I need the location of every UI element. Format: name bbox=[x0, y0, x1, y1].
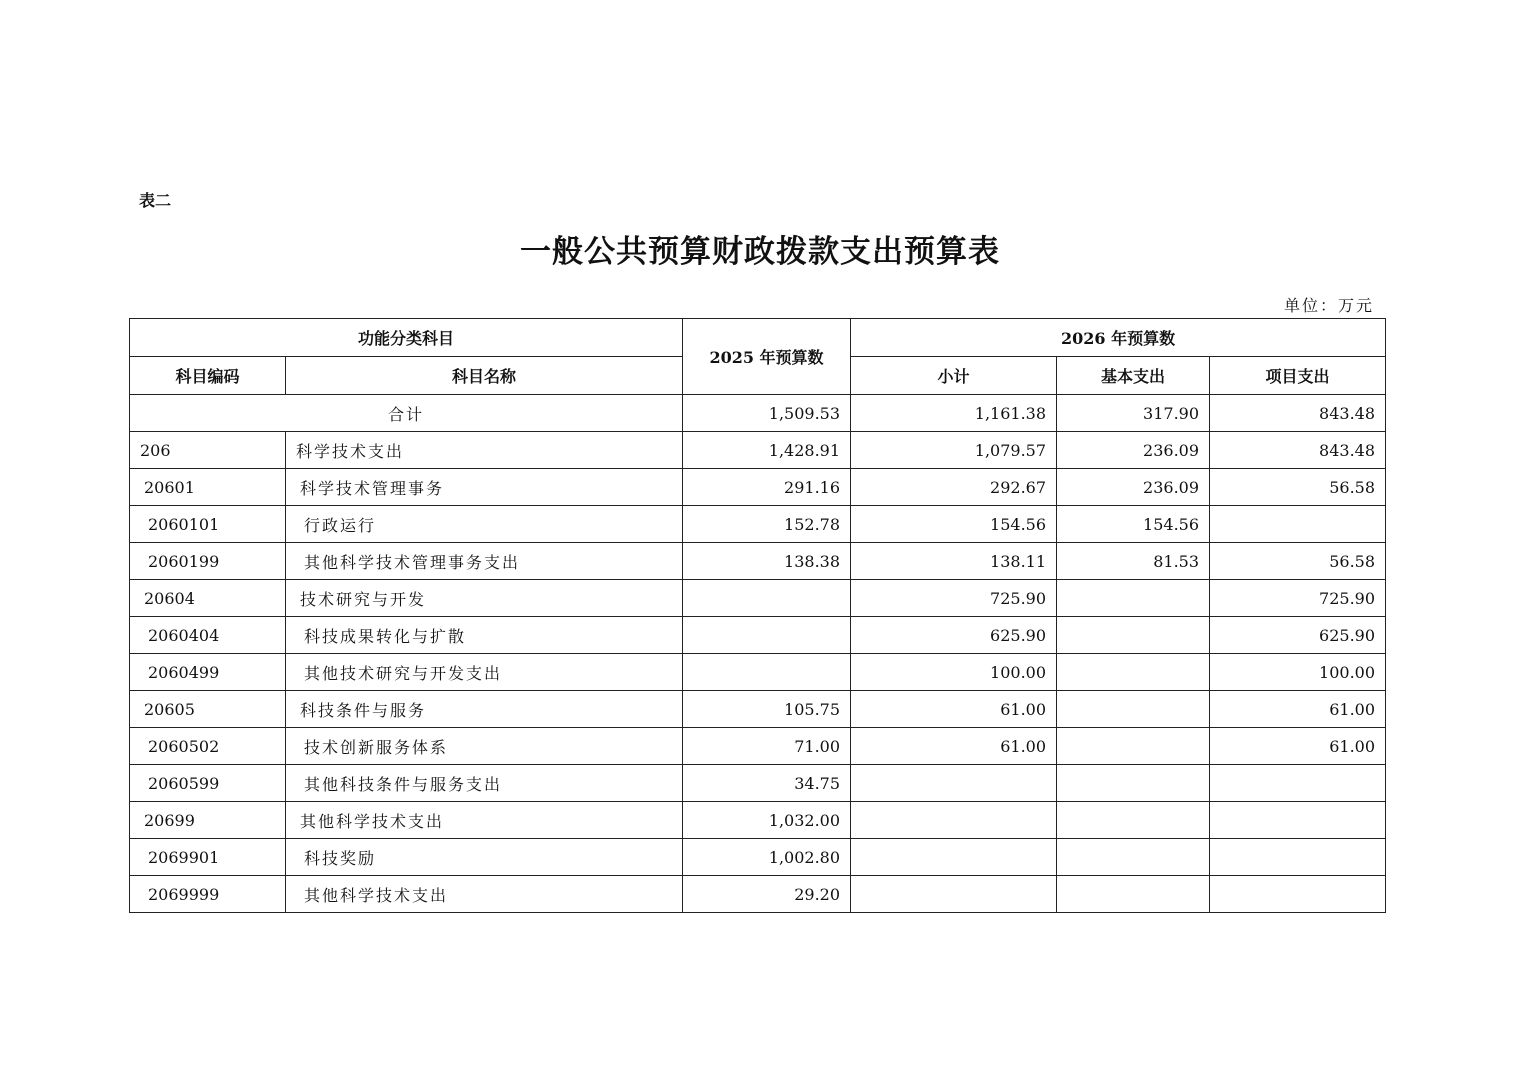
subtotal-2026-cell bbox=[851, 839, 1057, 876]
table-row bbox=[130, 432, 1386, 469]
total-subtotal: 1,161.38 bbox=[851, 395, 1057, 432]
basic-expenditure-cell: 154.56 bbox=[1057, 506, 1210, 543]
subtotal-2026-cell: 292.67 bbox=[851, 469, 1057, 506]
subject-name-cell: 其他科学技术支出 bbox=[286, 876, 683, 913]
subject-name-cell: 其他科学技术管理事务支出 bbox=[286, 543, 683, 580]
basic-expenditure-cell bbox=[1057, 876, 1210, 913]
project-expenditure-cell bbox=[1210, 765, 1386, 802]
total-row bbox=[130, 395, 1386, 432]
header-subject-code: 科目编码 bbox=[130, 357, 286, 395]
project-expenditure-cell: 56.58 bbox=[1210, 543, 1386, 580]
project-expenditure-cell: 100.00 bbox=[1210, 654, 1386, 691]
subtotal-2026-cell: 61.00 bbox=[851, 691, 1057, 728]
table-row bbox=[130, 802, 1386, 839]
subject-name-cell: 其他科技条件与服务支出 bbox=[286, 765, 683, 802]
total-basic: 317.90 bbox=[1057, 395, 1210, 432]
table-row bbox=[130, 654, 1386, 691]
basic-expenditure-cell bbox=[1057, 580, 1210, 617]
table-number: 表二 bbox=[139, 191, 172, 210]
table-row bbox=[130, 691, 1386, 728]
budget-2025-cell: 1,002.80 bbox=[683, 839, 851, 876]
subtotal-2026-cell: 154.56 bbox=[851, 506, 1057, 543]
total-project: 843.48 bbox=[1210, 395, 1386, 432]
header-basic-expenditure: 基本支出 bbox=[1057, 357, 1210, 395]
budget-2025-cell: 1,428.91 bbox=[683, 432, 851, 469]
unit-label: 单位：万元 bbox=[1283, 296, 1374, 315]
budget-2025-cell bbox=[683, 654, 851, 691]
subject-name-cell: 技术创新服务体系 bbox=[286, 728, 683, 765]
header-2025-budget: 2025 年预算数 bbox=[683, 319, 851, 395]
project-expenditure-cell bbox=[1210, 506, 1386, 543]
subject-code-cell: 20699 bbox=[130, 802, 286, 839]
table-row bbox=[130, 469, 1386, 506]
subject-code-cell: 20605 bbox=[130, 691, 286, 728]
project-expenditure-cell bbox=[1210, 802, 1386, 839]
subtotal-2026-cell: 1,079.57 bbox=[851, 432, 1057, 469]
page-title: 一般公共预算财政拨款支出预算表 bbox=[520, 234, 1000, 270]
subject-name-cell: 科技条件与服务 bbox=[286, 691, 683, 728]
subject-name-cell: 科技成果转化与扩散 bbox=[286, 617, 683, 654]
header-functional-category: 功能分类科目 bbox=[130, 319, 683, 357]
subject-name-cell: 其他科学技术支出 bbox=[286, 802, 683, 839]
budget-2025-cell: 105.75 bbox=[683, 691, 851, 728]
basic-expenditure-cell bbox=[1057, 654, 1210, 691]
subtotal-2026-cell: 725.90 bbox=[851, 580, 1057, 617]
table-header bbox=[130, 319, 1386, 395]
table-body bbox=[130, 395, 1386, 913]
subtotal-2026-cell bbox=[851, 802, 1057, 839]
budget-2025-cell bbox=[683, 617, 851, 654]
basic-expenditure-cell: 81.53 bbox=[1057, 543, 1210, 580]
subject-name-cell: 其他技术研究与开发支出 bbox=[286, 654, 683, 691]
subject-name-cell: 技术研究与开发 bbox=[286, 580, 683, 617]
project-expenditure-cell: 625.90 bbox=[1210, 617, 1386, 654]
project-expenditure-cell: 56.58 bbox=[1210, 469, 1386, 506]
project-expenditure-cell: 61.00 bbox=[1210, 691, 1386, 728]
table-row bbox=[130, 580, 1386, 617]
project-expenditure-cell: 61.00 bbox=[1210, 728, 1386, 765]
basic-expenditure-cell bbox=[1057, 839, 1210, 876]
subject-name-cell: 科学技术管理事务 bbox=[286, 469, 683, 506]
budget-2025-cell: 152.78 bbox=[683, 506, 851, 543]
basic-expenditure-cell bbox=[1057, 617, 1210, 654]
subtotal-2026-cell bbox=[851, 765, 1057, 802]
basic-expenditure-cell bbox=[1057, 691, 1210, 728]
basic-expenditure-cell bbox=[1057, 802, 1210, 839]
subtotal-2026-cell: 100.00 bbox=[851, 654, 1057, 691]
subject-code-cell: 2060499 bbox=[130, 654, 286, 691]
project-expenditure-cell bbox=[1210, 876, 1386, 913]
subject-code-cell: 2060502 bbox=[130, 728, 286, 765]
project-expenditure-cell: 843.48 bbox=[1210, 432, 1386, 469]
budget-2025-cell: 29.20 bbox=[683, 876, 851, 913]
budget-2025-cell: 1,032.00 bbox=[683, 802, 851, 839]
table-row bbox=[130, 617, 1386, 654]
subject-code-cell: 20601 bbox=[130, 469, 286, 506]
total-label: 合计 bbox=[130, 395, 683, 432]
table-row bbox=[130, 876, 1386, 913]
subject-name-cell: 行政运行 bbox=[286, 506, 683, 543]
subject-code-cell: 2069901 bbox=[130, 839, 286, 876]
subject-code-cell: 2069999 bbox=[130, 876, 286, 913]
subtotal-2026-cell: 138.11 bbox=[851, 543, 1057, 580]
project-expenditure-cell: 725.90 bbox=[1210, 580, 1386, 617]
table-row bbox=[130, 839, 1386, 876]
budget-table bbox=[129, 318, 1386, 913]
basic-expenditure-cell bbox=[1057, 728, 1210, 765]
budget-2025-cell: 138.38 bbox=[683, 543, 851, 580]
subject-name-cell: 科技奖励 bbox=[286, 839, 683, 876]
table-row bbox=[130, 728, 1386, 765]
budget-2025-cell: 291.16 bbox=[683, 469, 851, 506]
budget-2025-cell: 71.00 bbox=[683, 728, 851, 765]
header-project-expenditure: 项目支出 bbox=[1210, 357, 1386, 395]
subject-code-cell: 20604 bbox=[130, 580, 286, 617]
header-2026-budget: 2026 年预算数 bbox=[851, 319, 1386, 357]
subject-code-cell: 206 bbox=[130, 432, 286, 469]
header-subtotal: 小计 bbox=[851, 357, 1057, 395]
table-row bbox=[130, 765, 1386, 802]
basic-expenditure-cell: 236.09 bbox=[1057, 432, 1210, 469]
header-subject-name: 科目名称 bbox=[286, 357, 683, 395]
budget-2025-cell: 34.75 bbox=[683, 765, 851, 802]
subject-code-cell: 2060199 bbox=[130, 543, 286, 580]
project-expenditure-cell bbox=[1210, 839, 1386, 876]
subtotal-2026-cell bbox=[851, 876, 1057, 913]
table-row bbox=[130, 543, 1386, 580]
total-2025: 1,509.53 bbox=[683, 395, 851, 432]
basic-expenditure-cell: 236.09 bbox=[1057, 469, 1210, 506]
subject-code-cell: 2060404 bbox=[130, 617, 286, 654]
basic-expenditure-cell bbox=[1057, 765, 1210, 802]
subtotal-2026-cell: 61.00 bbox=[851, 728, 1057, 765]
subject-code-cell: 2060101 bbox=[130, 506, 286, 543]
table-row bbox=[130, 506, 1386, 543]
budget-2025-cell bbox=[683, 580, 851, 617]
subtotal-2026-cell: 625.90 bbox=[851, 617, 1057, 654]
subject-code-cell: 2060599 bbox=[130, 765, 286, 802]
subject-name-cell: 科学技术支出 bbox=[286, 432, 683, 469]
